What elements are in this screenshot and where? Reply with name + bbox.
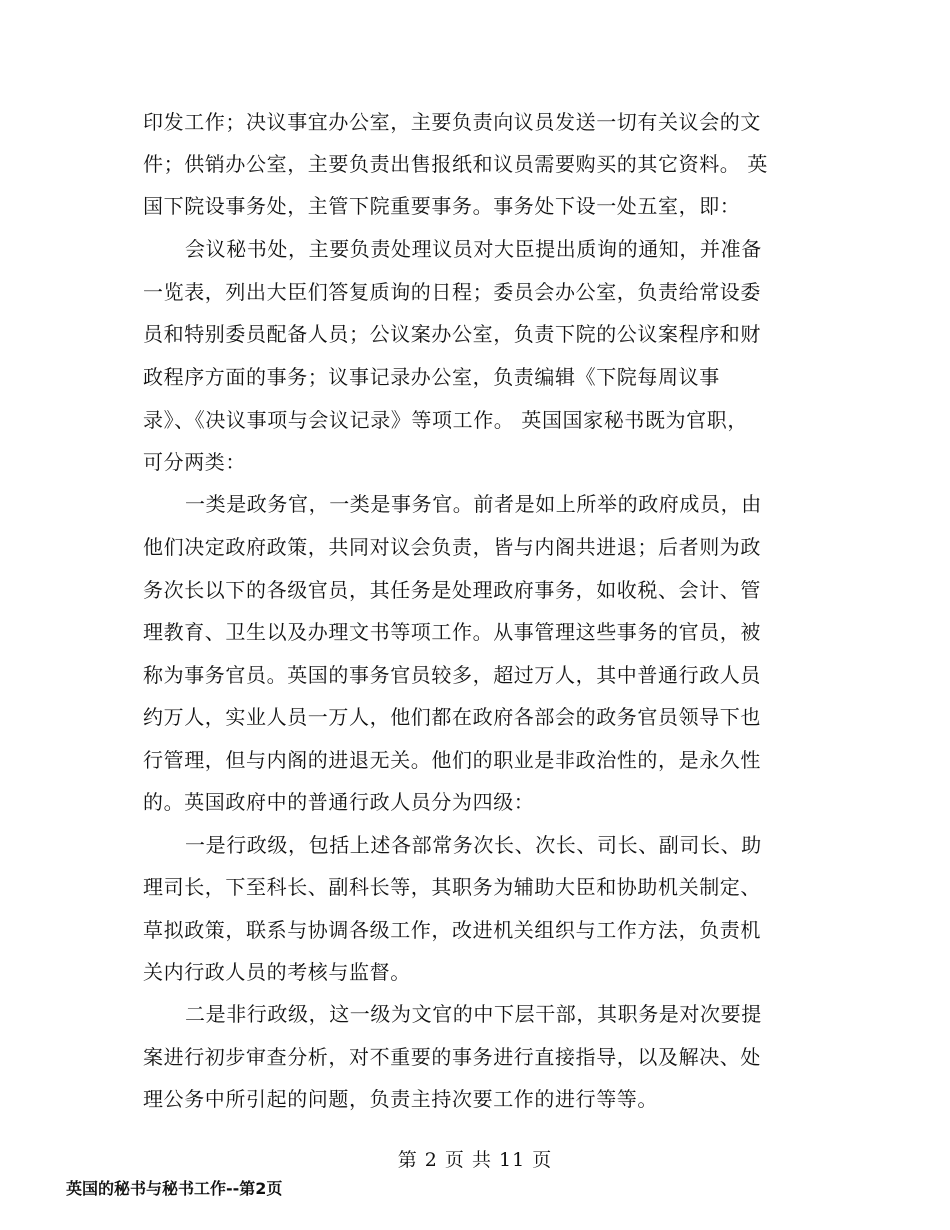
text-line: 可分两类： [143,450,246,474]
text-line: 理司长，下至科长、副科长等，其职务为辅助大臣和协助机关制定、 [143,875,761,899]
text-line: 理教育、卫生以及办理文书等项工作。从事管理这些事务的官员，被 [143,620,761,644]
text-line: 印发工作；决议事宜办公室，主要负责向议员发送一切有关议会的文 [143,110,761,134]
text-line: 政程序方面的事务；议事记录办公室，负责编辑《下院每周议事 [143,365,720,389]
page-number: 第 2 页 共 11 页 [397,1149,553,1171]
text-line: 行管理，但与内阁的进退无关。他们的职业是非政治性的，是永久性 [143,748,761,772]
text-line: 约万人，实业人员一万人，他们都在政府各部会的政务官员领导下也 [143,705,761,729]
text-line: 称为事务官员。英国的事务官员较多，超过万人，其中普通行政人员 [143,663,761,687]
text-line: 他们决定政府政策，共同对议会负责，皆与内阁共进退；后者则为政 [143,535,761,559]
text-line: 关内行政人员的考核与监督。 [143,960,411,984]
text-line: 二是非行政级，这一级为文官的中下层干部，其职务是对次要提 [185,1002,762,1026]
text-line: 一类是政务官，一类是事务官。前者是如上所举的政府成员，由 [185,492,762,516]
text-line: 会议秘书处，主要负责处理议员对大臣提出质询的通知，并准备 [185,237,762,261]
text-line: 一是行政级，包括上述各部常务次长、次长、司长、副司长、助 [185,833,762,857]
text-line: 案进行初步审查分析，对不重要的事务进行直接指导，以及解决、处 [143,1045,761,1069]
text-line: 员和特别委员配备人员；公议案办公室，负责下院的公议案程序和财 [143,322,761,346]
text-line: 的。英国政府中的普通行政人员分为四级： [143,790,535,814]
text-line: 理公务中所引起的问题，负责主持次要工作的进行等等。 [143,1087,658,1111]
text-line: 国下院设事务处，主管下院重要事务。事务处下设一处五室，即： [143,194,741,218]
text-line: 草拟政策，联系与协调各级工作，改进机关组织与工作方法，负责机 [143,918,761,942]
text-line: 录》、《决议事项与会议记录》等项工作。 英国国家秘书既为官职， [143,408,748,432]
text-line: 件；供销办公室，主要负责出售报纸和议员需要购买的其它资料。 英 [143,152,768,176]
document-caption: 英国的秘书与秘书工作--第2页 [66,1179,283,1198]
text-line: 务次长以下的各级官员，其任务是处理政府事务，如收税、会计、管 [143,578,761,602]
text-line: 一览表，列出大臣们答复质询的日程；委员会办公室，负责给常设委 [143,280,761,304]
